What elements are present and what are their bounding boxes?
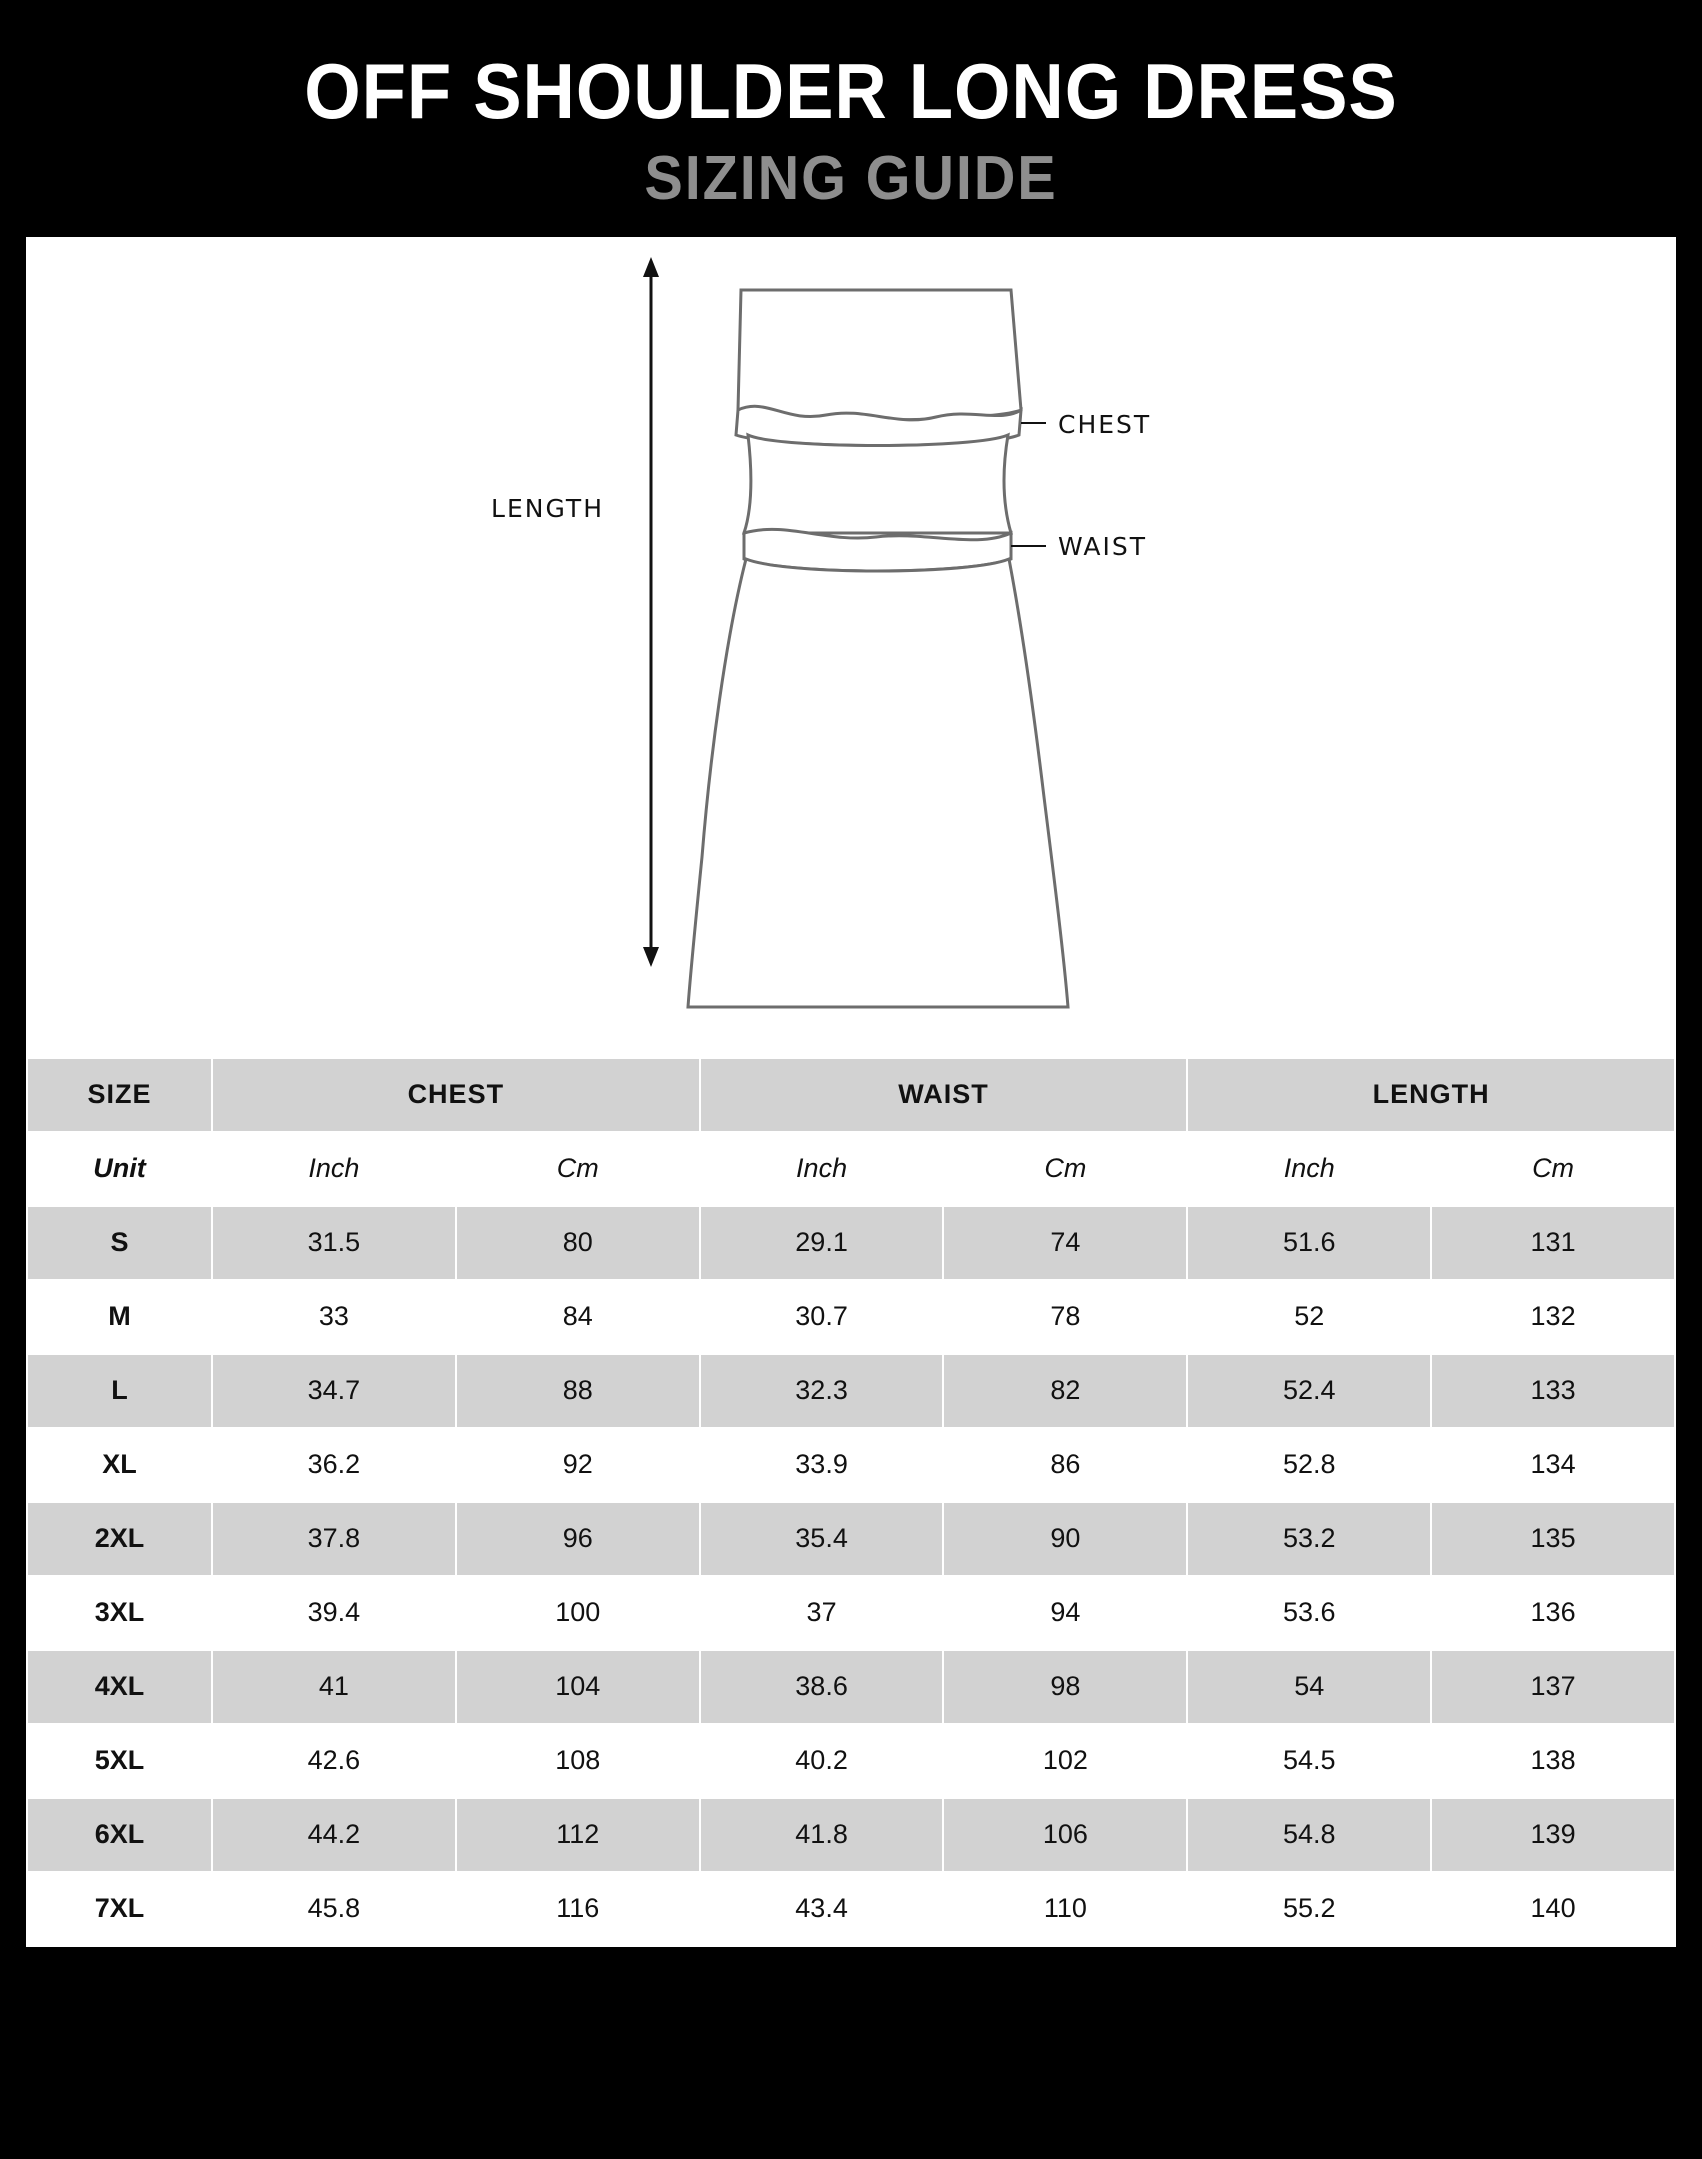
- row-waist-cm: 98: [943, 1650, 1187, 1724]
- row-length-inch: 51.6: [1187, 1206, 1431, 1280]
- chest-label: CHEST: [1058, 409, 1152, 439]
- row-size: XL: [27, 1428, 212, 1502]
- unit-waist-cm: Cm: [943, 1132, 1187, 1206]
- row-length-inch: 55.2: [1187, 1872, 1431, 1946]
- unit-waist-inch: Inch: [700, 1132, 944, 1206]
- leader-lines: [1011, 423, 1046, 546]
- row-chest-cm: 88: [456, 1354, 700, 1428]
- row-length-inch: 54: [1187, 1650, 1431, 1724]
- row-length-cm: 136: [1431, 1576, 1675, 1650]
- row-chest-cm: 92: [456, 1428, 700, 1502]
- table-row: [27, 1206, 1675, 1280]
- table-row: [27, 1428, 1675, 1502]
- row-length-inch: 52.4: [1187, 1354, 1431, 1428]
- unit-chest-cm: Cm: [456, 1132, 700, 1206]
- row-waist-inch: 35.4: [700, 1502, 944, 1576]
- row-waist-inch: 37: [700, 1576, 944, 1650]
- unit-length-inch: Inch: [1187, 1132, 1431, 1206]
- row-length-cm: 139: [1431, 1798, 1675, 1872]
- table-row: [27, 1724, 1675, 1798]
- row-chest-cm: 80: [456, 1206, 700, 1280]
- row-chest-cm: 84: [456, 1280, 700, 1354]
- row-chest-inch: 39.4: [212, 1576, 456, 1650]
- row-chest-cm: 104: [456, 1650, 700, 1724]
- header-chest: CHEST: [212, 1058, 700, 1132]
- dress-diagram-panel: [26, 237, 1676, 1057]
- row-waist-cm: 90: [943, 1502, 1187, 1576]
- row-chest-inch: 37.8: [212, 1502, 456, 1576]
- row-waist-cm: 74: [943, 1206, 1187, 1280]
- row-length-inch: 53.6: [1187, 1576, 1431, 1650]
- header-size: SIZE: [27, 1058, 212, 1132]
- row-chest-cm: 96: [456, 1502, 700, 1576]
- row-size: 6XL: [27, 1798, 212, 1872]
- row-size: 7XL: [27, 1872, 212, 1946]
- row-length-cm: 131: [1431, 1206, 1675, 1280]
- waist-label: WAIST: [1058, 531, 1147, 561]
- row-size: 2XL: [27, 1502, 212, 1576]
- row-waist-cm: 82: [943, 1354, 1187, 1428]
- row-waist-inch: 30.7: [700, 1280, 944, 1354]
- row-waist-inch: 43.4: [700, 1872, 944, 1946]
- row-chest-inch: 42.6: [212, 1724, 456, 1798]
- row-waist-cm: 102: [943, 1724, 1187, 1798]
- row-chest-inch: 41: [212, 1650, 456, 1724]
- table-row: [27, 1798, 1675, 1872]
- table-row: [27, 1650, 1675, 1724]
- row-size: 4XL: [27, 1650, 212, 1724]
- row-chest-inch: 34.7: [212, 1354, 456, 1428]
- row-waist-inch: 29.1: [700, 1206, 944, 1280]
- row-size: 5XL: [27, 1724, 212, 1798]
- row-length-cm: 132: [1431, 1280, 1675, 1354]
- row-size: L: [27, 1354, 212, 1428]
- row-waist-cm: 78: [943, 1280, 1187, 1354]
- header-waist: WAIST: [700, 1058, 1188, 1132]
- row-length-inch: 54.5: [1187, 1724, 1431, 1798]
- row-length-cm: 137: [1431, 1650, 1675, 1724]
- dress-outline-icon: [688, 290, 1068, 1007]
- page-title: OFF SHOULDER LONG DRESS: [304, 47, 1398, 135]
- row-length-inch: 54.8: [1187, 1798, 1431, 1872]
- row-size: 3XL: [27, 1576, 212, 1650]
- row-length-cm: 135: [1431, 1502, 1675, 1576]
- unit-label: Unit: [27, 1132, 212, 1206]
- row-size: M: [27, 1280, 212, 1354]
- content-area: [26, 237, 1676, 1947]
- length-arrow-icon: [643, 257, 659, 967]
- row-waist-inch: 33.9: [700, 1428, 944, 1502]
- row-waist-cm: 106: [943, 1798, 1187, 1872]
- table-row: [27, 1502, 1675, 1576]
- table-unit-row: [27, 1132, 1675, 1206]
- page-header: [0, 0, 1702, 237]
- row-length-cm: 138: [1431, 1724, 1675, 1798]
- row-length-inch: 52: [1187, 1280, 1431, 1354]
- page-subtitle: SIZING GUIDE: [644, 143, 1058, 213]
- row-waist-inch: 38.6: [700, 1650, 944, 1724]
- size-chart-table: [26, 1057, 1676, 1947]
- row-length-inch: 53.2: [1187, 1502, 1431, 1576]
- table-group-header-row: [27, 1058, 1675, 1132]
- row-waist-cm: 86: [943, 1428, 1187, 1502]
- row-length-cm: 140: [1431, 1872, 1675, 1946]
- row-waist-cm: 94: [943, 1576, 1187, 1650]
- row-chest-cm: 112: [456, 1798, 700, 1872]
- row-chest-cm: 100: [456, 1576, 700, 1650]
- footer-spacer: [0, 1947, 1702, 1967]
- header-length: LENGTH: [1187, 1058, 1675, 1132]
- row-chest-inch: 36.2: [212, 1428, 456, 1502]
- row-waist-inch: 40.2: [700, 1724, 944, 1798]
- dress-diagram: [26, 237, 1676, 1057]
- row-waist-inch: 41.8: [700, 1798, 944, 1872]
- row-chest-inch: 31.5: [212, 1206, 456, 1280]
- row-waist-cm: 110: [943, 1872, 1187, 1946]
- row-chest-cm: 116: [456, 1872, 700, 1946]
- row-size: S: [27, 1206, 212, 1280]
- table-row: [27, 1872, 1675, 1946]
- table-row: [27, 1280, 1675, 1354]
- row-length-cm: 134: [1431, 1428, 1675, 1502]
- row-length-inch: 52.8: [1187, 1428, 1431, 1502]
- row-chest-inch: 45.8: [212, 1872, 456, 1946]
- unit-length-cm: Cm: [1431, 1132, 1675, 1206]
- table-row: [27, 1354, 1675, 1428]
- row-waist-inch: 32.3: [700, 1354, 944, 1428]
- table-row: [27, 1576, 1675, 1650]
- unit-chest-inch: Inch: [212, 1132, 456, 1206]
- row-length-cm: 133: [1431, 1354, 1675, 1428]
- row-chest-cm: 108: [456, 1724, 700, 1798]
- row-chest-inch: 44.2: [212, 1798, 456, 1872]
- length-label: LENGTH: [491, 493, 604, 523]
- row-chest-inch: 33: [212, 1280, 456, 1354]
